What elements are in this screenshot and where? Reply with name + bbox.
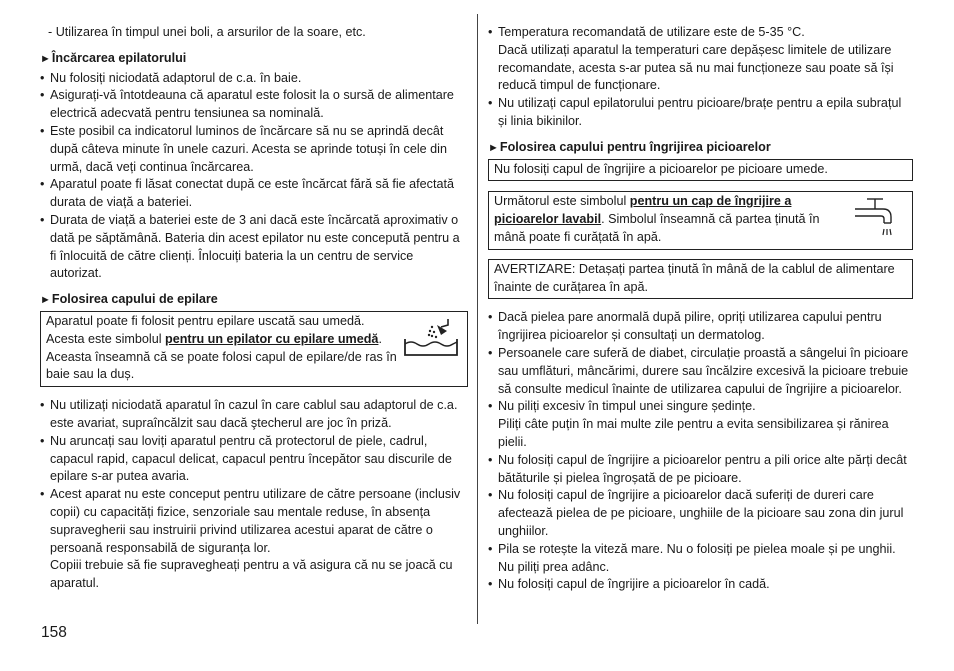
list-item: • Nu folosiți capul de îngrijire a picioarelor pentru a pili orice alte părți decât bătăturile și pielea îngroșată de pe picioare. (488, 452, 913, 488)
wet-feet-warning-box: Nu folosiți capul de îngrijire a picioarelor pe picioare umede. (488, 159, 913, 182)
list-item: • Durata de viață a bateriei este de 3 ani dacă este încărcată aproximativ o dată pe săptămână. Bateria din acest epilator nu este concepută pentru a fi înlocuită de către clienți. Înlocuiți bateria la un centru de service autorizat. (40, 212, 468, 283)
charging-list (40, 70, 468, 284)
list-item: • Dacă pielea pare anormală după pilire, opriți utilizarea capului pentru îngrijirea picioarelor și consultați un dermatolog. (488, 309, 913, 345)
list-item-continuation: Dacă utilizați aparatul la temperaturi care depășesc limitele de utilizare recomandate, acesta s-ar putea să nu mai funcționeze sau poate să își reducă timpul de funcționare. (498, 42, 894, 93)
list-item: • Temperatura recomandată de utilizare este de 5-35 °C. (488, 24, 913, 42)
section-heading-foot-care: ►Folosirea capului pentru îngrijirea picioarelor (488, 139, 771, 154)
list-item: • Nu piliți excesiv în timpul unei singure ședințe. (488, 398, 913, 416)
shower-bath-icon (401, 317, 461, 359)
list-item-continuation: Piliți câte puțin în mai multe zile pentru a evita sensibilizarea și rănirea pielii. (498, 417, 889, 449)
section-heading-charging: ►Încărcarea epilatorului (40, 50, 187, 65)
section-heading-epilation-head: ►Folosirea capului de epilare (40, 292, 218, 307)
list-item: • Nu utilizați niciodată aparatul în cazul în care cablul sau adaptorul de c.a. este avariat, supraîncălzit sau dacă ştecherul are joc în priză. (40, 397, 468, 433)
page-number: 158 (41, 624, 67, 641)
list-item: • Aparatul poate fi lăsat conectat după ce este încărcat fără să fie afectată durata de viață a bateriei. (40, 176, 468, 212)
right-column (488, 24, 913, 594)
foot-care-list-2 (488, 452, 913, 594)
list-item: • Este posibil ca indicatorul luminos de încărcare să nu se aprindă decât după câteva minute în unele cazuri. Acesta se aprinde totuși în cele din urmă, dacă veți continua încărcarea. (40, 123, 468, 176)
wet-dry-notice-text: Aparatul poate fi folosit pentru epilare uscată sau umedă. Acesta este simbolul pentru un epilator cu epilare umedă. Aceasta înseamnă că se poate folosi capul de epilare/de ras în baie sau la duș. (46, 313, 397, 382)
faucet-icon (851, 197, 901, 243)
list-item: • Nu aruncați sau loviți aparatul pentru că protectorul de piele, cadrul, capacul rapid, capacul delicat, capacul pentru începător sau discurile de epilare s-ar putea avaria. (40, 433, 468, 486)
triangle-bullet-icon: ► (40, 52, 51, 65)
warning-box: AVERTIZARE: Detașați partea ținută în mână de la cablul de alimentare înainte de curățarea în apă. (488, 259, 913, 300)
triangle-bullet-icon: ► (40, 294, 51, 307)
list-item: • Asigurați-vă întotdeauna că aparatul este folosit la o sursă de alimentare electrică adecvată pentru tensiunea sa nominală. (40, 87, 468, 123)
list-item: • Pila se rotește la viteză mare. Nu o folosiți pe pielea moale și pe unghii. Nu piliți prea adânc. (488, 541, 913, 577)
list-item: • Persoanele care suferă de diabet, circulație proastă a sângelui în picioare sau umflături, mâncărimi, durere sau încălzire excesivă la picioare trebuie să consulte medicul înainte de utilizarea capului de îngrijire a picioarelor. (488, 345, 913, 398)
list-item: • Nu folosiți capul de îngrijire a picioarelor în cadă. (488, 576, 913, 594)
intro-line: - Utilizarea în timpul unei boli, a arsurilor de la soare, etc. (48, 25, 366, 39)
wet-dry-notice-box (40, 311, 468, 387)
list-item: • Nu utilizați capul epilatorului pentru picioare/brațe pentru a epila subrațul și linia bikinilor. (488, 95, 913, 131)
list-item-continuation: Copiii trebuie să fie supravegheați pentru a vă asigura că nu se joacă cu aparatul. (50, 558, 453, 591)
washable-notice-text: Următorul este simbolul pentru un cap de îngrijire a picioarelor lavabil. Simbolul înseamnă că partea ținută în mână poate fi curățată în apă. (494, 194, 820, 244)
list-item: • Acest aparat nu este conceput pentru utilizare de către persoane (inclusiv copii) cu capacități fizice, senzoriale sau mentale reduse, în absența supravegherii sau instruirii privind utilizarea acestui aparat de către o persoană responsabilă de siguranța lor. (40, 486, 468, 557)
column-divider (477, 14, 478, 624)
triangle-bullet-icon: ► (488, 141, 499, 154)
foot-care-list (488, 309, 913, 416)
list-item: • Nu folosiți capul de îngrijire a picioarelor dacă suferiți de dureri care afectează pielea de pe picioare, unghiile de la picioare sau zona din jurul unghiilor. (488, 487, 913, 540)
washable-symbol-label: pentru un cap de îngrijire a picioarelor lavabil (494, 194, 792, 227)
list-item: • Nu folosiți niciodată adaptorul de c.a. în baie. (40, 70, 468, 88)
left-column (40, 24, 468, 593)
wet-epilator-symbol-label: pentru un epilator cu epilare umedă (165, 331, 379, 346)
washable-notice-box (488, 191, 913, 249)
epilation-safety-list (40, 397, 468, 557)
